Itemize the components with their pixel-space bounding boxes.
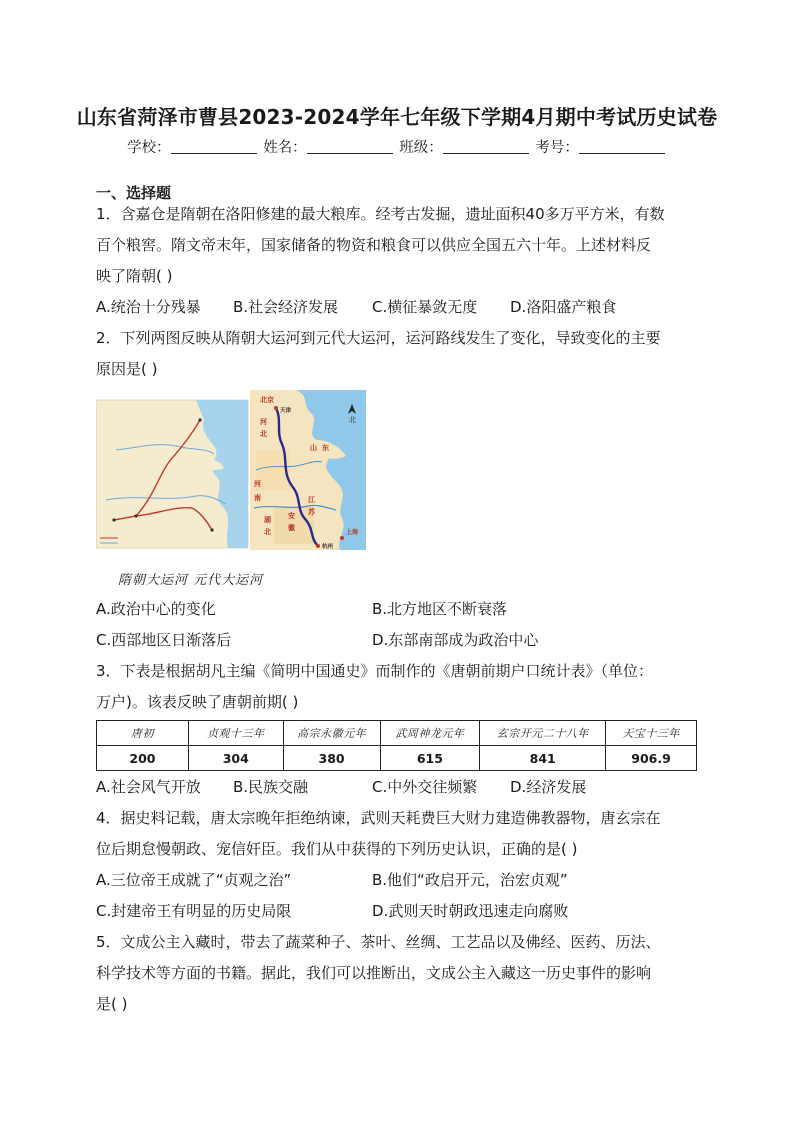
- map-label-su: 苏: [308, 508, 315, 516]
- school-label: 学校：: [127, 140, 171, 156]
- q1-line-2: 百个粮窖。隋文帝末年，国家储备的物资和粮食可以供应全国五六十年。上述材料反: [96, 236, 652, 254]
- table-cell: 906.9: [606, 746, 697, 771]
- table-row: [97, 746, 697, 771]
- table-cell: 200: [97, 746, 189, 771]
- q1-option-b[interactable]: B.社会经济发展: [233, 298, 339, 316]
- q3-option-d[interactable]: D.经济发展: [510, 778, 587, 796]
- q1-option-a[interactable]: A.统治十分残暴: [96, 298, 201, 316]
- map-label-beijing: 北京: [260, 396, 274, 404]
- table-header-cell: 天宝十三年: [606, 721, 697, 746]
- map-label-nan: 南: [254, 494, 261, 502]
- sui-canal-map: [96, 400, 248, 548]
- q2-option-a[interactable]: A.政治中心的变化: [96, 600, 216, 618]
- canal-maps-figure: [96, 390, 366, 550]
- table-header-cell: 高宗永徽元年: [283, 721, 380, 746]
- name-blank[interactable]: [307, 139, 393, 154]
- q4-option-d[interactable]: D.武则天时朝政迅速走向腐败: [372, 902, 569, 920]
- table-header-cell: 贞观十三年: [188, 721, 283, 746]
- map-label-tianjin: 天津: [280, 408, 292, 414]
- q2-line-2: 原因是( ): [96, 360, 158, 378]
- table-header-cell: 唐初: [97, 721, 189, 746]
- q2-option-b[interactable]: B.北方地区不断衰落: [372, 600, 508, 618]
- name-label: 姓名：: [263, 140, 307, 156]
- q1-line-3: 映了隋朝( ): [96, 267, 173, 285]
- population-table: [96, 720, 697, 771]
- q4-option-a[interactable]: A.三位帝王成就了“贞观之治”: [96, 871, 292, 889]
- map-label-shan: 山: [310, 444, 317, 452]
- q2-option-d[interactable]: D.东部南部成为政治中心: [372, 631, 539, 649]
- q3-line-1: 3．下表是根据胡凡主编《简明中国通史》而制作的《唐朝前期户口统计表》（单位：: [96, 662, 654, 680]
- q3-option-c[interactable]: C.中外交往频繁: [372, 778, 478, 796]
- q5-line-1: 5．文成公主入藏时，带去了蔬菜种子、茶叶、丝绸、工艺品以及佛经、医药、历法、: [96, 933, 661, 951]
- map-label-an: 安: [288, 512, 295, 520]
- table-header-cell: 武周神龙元年: [380, 721, 480, 746]
- map-label-shanghai: 上海: [346, 529, 359, 536]
- q4-option-c[interactable]: C.封建帝王有明显的历史局限: [96, 902, 292, 920]
- q3-option-a[interactable]: A.社会风气开放: [96, 778, 201, 796]
- q4-option-b[interactable]: B.他们“政启开元，治宏贞观”: [372, 871, 568, 889]
- q2-line-1: 2．下列两图反映从隋朝大运河到元代大运河，运河路线发生了变化，导致变化的主要: [96, 329, 661, 347]
- student-info-row: [0, 136, 794, 157]
- map-label-hui: 徽: [288, 524, 295, 532]
- number-label: 考号：: [535, 140, 579, 156]
- q1-option-d[interactable]: D.洛阳盛产粮食: [510, 298, 617, 316]
- q2-option-c[interactable]: C.西部地区日渐落后: [96, 631, 232, 649]
- map-label-bei2: 北: [264, 528, 271, 536]
- map-label-he2: 河: [254, 480, 261, 488]
- q5-line-2: 科学技术等方面的书籍。据此，我们可以推断出，文成公主入藏这一历史事件的影响: [96, 964, 652, 982]
- maps-caption: 隋朝大运河 元代大运河: [118, 573, 264, 588]
- section-heading: 一、选择题: [96, 184, 172, 202]
- map-label-jiang: 江: [308, 496, 315, 504]
- map-label-hu: 湖: [264, 516, 271, 524]
- yuan-canal-map: [250, 390, 366, 550]
- q1-line-1: 1．含嘉仓是隋朝在洛阳修建的最大粮库。经考古发掘，遗址面积40多万平方米，有数: [96, 205, 665, 223]
- school-blank[interactable]: [171, 139, 257, 154]
- north-label: 北: [349, 416, 356, 424]
- table-header-cell: 玄宗开元二十八年: [480, 721, 606, 746]
- q3-option-b[interactable]: B.民族交融: [233, 778, 309, 796]
- q4-line-2: 位后期怠慢朝政、宠信奸臣。我们从中获得的下列历史认识，正确的是( ): [96, 840, 578, 858]
- table-cell: 304: [188, 746, 283, 771]
- map-label-dong: 东: [322, 444, 329, 452]
- number-blank[interactable]: [579, 139, 665, 154]
- q5-line-3: 是( ): [96, 995, 128, 1013]
- q4-line-1: 4．据史料记载，唐太宗晚年拒绝纳谏，武则天耗费巨大财力建造佛教器物，唐玄宗在: [96, 809, 661, 827]
- table-header-row: [97, 721, 697, 746]
- map-label-bei: 北: [260, 430, 267, 438]
- class-label: 班级：: [399, 140, 443, 156]
- table-cell: 615: [380, 746, 480, 771]
- table-cell: 841: [480, 746, 606, 771]
- table-cell: 380: [283, 746, 380, 771]
- exam-title: 山东省菏泽市曹县2023-2024学年七年级下学期4月期中考试历史试卷: [76, 105, 718, 129]
- q3-line-2: 万户)。该表反映了唐朝前期( ): [96, 693, 299, 711]
- map-label-hangzhou: 杭州: [322, 544, 334, 550]
- class-blank[interactable]: [443, 139, 529, 154]
- map-label-he: 河: [260, 418, 267, 426]
- q1-option-c[interactable]: C.横征暴敛无度: [372, 298, 478, 316]
